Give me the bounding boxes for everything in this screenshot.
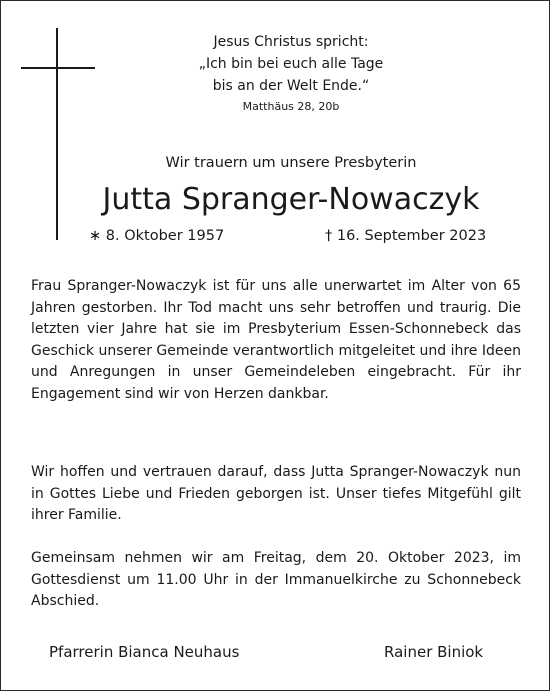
death-date: † 16. September 2023: [325, 228, 487, 244]
paragraph-tribute: Frau Spranger-Nowaczyk ist für uns alle unerwartet im Alter von 65 Jahren gestorben. Ihr Tod macht uns sehr betroffen und traurig. Die letzten vier Jahre hat sie im Presbyterium Essen-Schonnebeck das Geschick unserer Gemeinde verantwortlich mitgeleitet und ihre Ideen und Anregungen in unser Gemeindeleben eingebracht. Für ihr Engagement sind wir von Herzen dankbar.: [31, 278, 521, 402]
signature-second: Rainer Biniok: [384, 643, 484, 661]
scripture-line-3: bis an der Welt Ende.“: [212, 78, 370, 94]
birth-date: ∗ 8. Oktober 1957: [89, 228, 225, 244]
cross-icon-vertical: [56, 28, 58, 240]
deceased-name: Jutta Spranger-Nowaczyk: [102, 182, 480, 217]
scripture-reference: Matthäus 28, 20b: [242, 100, 340, 113]
scripture-line-1: Jesus Christus spricht:: [213, 34, 369, 50]
paragraph-service: Gemeinsam nehmen wir am Freitag, dem 20. Oktober 2023, im Gottesdienst um 11.00 Uhr in der Immanuelkirche zu Schonnebeck Abschied.: [31, 550, 521, 609]
scripture-line-2: „Ich bin bei euch alle Tage: [198, 56, 384, 72]
signature-pastor: Pfarrerin Bianca Neuhaus: [49, 643, 240, 661]
cross-icon-horizontal: [21, 67, 95, 69]
intro-text: Wir trauern um unsere Presbyterin: [165, 155, 417, 171]
paragraph-condolence: Wir hoffen und vertrauen darauf, dass Jutta Spranger-Nowaczyk nun in Gottes Liebe und Frieden geborgen ist. Unser tiefes Mitgefühl gilt ihrer Familie.: [31, 464, 521, 523]
scripture-quote: [151, 31, 431, 115]
